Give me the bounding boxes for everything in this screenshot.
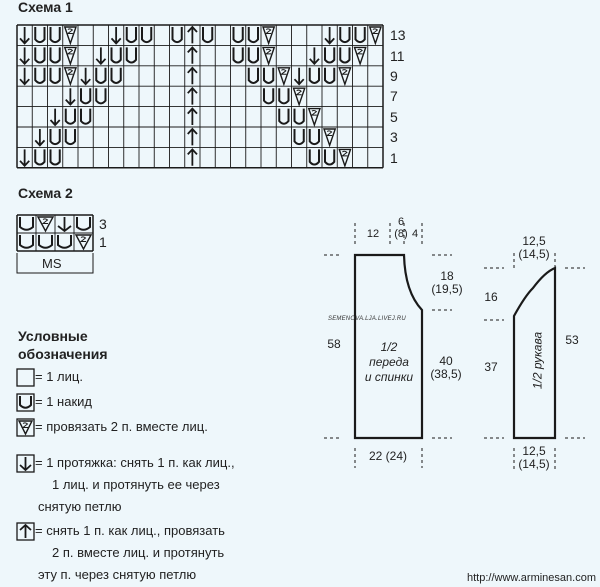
legend-item-5-line: эту п. через снятую петлю — [38, 567, 197, 582]
scheme1-yarn-over-symbol — [51, 27, 60, 42]
sleeve-dim-lower-height: 37 — [484, 360, 498, 374]
scheme1-row-number: 3 — [390, 129, 398, 146]
scheme1-sk2po-symbol — [188, 27, 197, 43]
scheme1-yarn-over-symbol — [234, 27, 243, 42]
scheme1-yarn-over-symbol — [112, 47, 121, 62]
scheme1-yarn-over-symbol — [279, 109, 288, 124]
scheme2-k2tog-mark — [43, 219, 48, 224]
scheme1-skpo-symbol — [112, 27, 121, 43]
dim-bottom-width: 22 (24) — [368, 449, 408, 463]
body-piece-label-line1: 1/2 — [380, 340, 398, 354]
scheme1-grid — [17, 25, 383, 168]
dim-shoulder: 4 — [411, 228, 419, 240]
scheme1-yarn-over-symbol — [310, 149, 319, 164]
scheme1-yarn-over-symbol — [173, 27, 182, 42]
dim-neck-width-value: 6 — [397, 216, 405, 228]
scheme1-skpo-symbol — [35, 129, 44, 145]
scheme1-k2tog-mark — [68, 70, 73, 75]
scheme1-yarn-over-symbol — [127, 47, 136, 62]
scheme1-yarn-over-symbol — [51, 68, 60, 83]
scheme2-yarn-over-symbol — [58, 235, 71, 248]
scheme1-row-number: 5 — [390, 108, 398, 125]
scheme1-k2tog-symbol — [294, 88, 305, 104]
scheme1-yarn-over-symbol — [142, 27, 151, 42]
legend-item-3-box — [17, 419, 34, 436]
scheme1-yarn-over-symbol — [310, 68, 319, 83]
scheme1-yarn-over-symbol — [112, 68, 121, 83]
legend-item-5-line: 2 п. вместе лиц. и протянуть — [52, 545, 225, 560]
dim-side-height-alt: (38,5) — [430, 367, 462, 381]
scheme1-yarn-over-symbol — [264, 88, 273, 103]
scheme1-skpo-symbol — [96, 47, 105, 63]
scheme1-row-number: 13 — [390, 27, 406, 44]
scheme1-k2tog-mark — [68, 29, 73, 34]
scheme1-yarn-over-symbol — [325, 47, 334, 62]
scheme1-skpo-symbol — [20, 149, 29, 165]
scheme1-skpo-symbol — [325, 27, 334, 43]
scheme1-k2tog-mark — [266, 49, 271, 54]
scheme1-yarn-over-symbol — [249, 68, 258, 83]
scheme1-sk2po-symbol — [188, 129, 197, 145]
scheme1-k2tog-mark — [342, 70, 347, 75]
scheme1-skpo-symbol — [310, 47, 319, 63]
scheme1-yarn-over-symbol — [249, 27, 258, 42]
scheme2-row-number: 3 — [99, 216, 107, 232]
legend-sk2po-symbol — [20, 525, 31, 538]
legend-item-1-box — [17, 369, 34, 386]
legend-box-border — [17, 369, 34, 386]
legend-item-1-line: = 1 лиц. — [35, 369, 83, 384]
dim-neck-width-alt: (8) — [394, 228, 408, 240]
scheme1-skpo-symbol — [51, 109, 60, 125]
dim-armhole-height-value: 18 — [440, 269, 454, 283]
scheme1-k2tog-mark — [281, 70, 286, 75]
scheme1-yarn-over-symbol — [127, 27, 136, 42]
scheme1-yarn-over-symbol — [295, 129, 304, 144]
scheme1-k2tog-symbol — [278, 68, 289, 84]
scheme1-yarn-over-symbol — [340, 27, 349, 42]
scheme1-row-number: 11 — [390, 47, 405, 64]
scheme1-k2tog-symbol — [65, 47, 76, 63]
scheme1-k2tog-symbol — [370, 27, 381, 43]
scheme1-yarn-over-symbol — [325, 149, 334, 164]
scheme1-k2tog-mark — [358, 49, 363, 54]
scheme1-yarn-over-symbol — [96, 88, 105, 103]
legend-k2tog-mark — [23, 423, 28, 428]
scheme1-sk2po-symbol — [188, 88, 197, 104]
scheme1-yarn-over-symbol — [66, 129, 75, 144]
legend-item-4-box — [17, 455, 34, 472]
scheme1-yarn-over-symbol — [310, 129, 319, 144]
scheme1-k2tog-mark — [373, 29, 378, 34]
scheme1-yarn-over-symbol — [66, 109, 75, 124]
watermark: SEMENOVA.LJA.LIVEJ.RU — [328, 316, 406, 322]
scheme1-row-number: 7 — [390, 88, 398, 105]
body-piece-label-line3: и спинки — [364, 370, 414, 384]
legend-item-3-line: = провязать 2 п. вместе лиц. — [35, 419, 208, 434]
scheme1-k2tog-mark — [266, 29, 271, 34]
scheme2-yarn-over-symbol — [39, 235, 52, 248]
scheme1-yarn-over-symbol — [35, 47, 44, 62]
legend-item-4-line: снятую петлю — [38, 499, 122, 514]
legend-skpo-symbol — [20, 457, 31, 470]
scheme1-k2tog-symbol — [263, 47, 274, 63]
scheme2-row-number: 1 — [99, 234, 107, 250]
sleeve-dim-top-width-alt: (14,5) — [518, 247, 550, 261]
scheme1-yarn-over-symbol — [81, 109, 90, 124]
scheme1-k2tog-symbol — [65, 68, 76, 84]
scheme1-k2tog-symbol — [355, 47, 366, 63]
scheme1-title: Схема 1 — [18, 0, 73, 15]
scheme1-yarn-over-symbol — [35, 68, 44, 83]
scheme1-sk2po-symbol — [188, 47, 197, 63]
scheme1-yarn-over-symbol — [279, 88, 288, 103]
scheme1-skpo-symbol — [20, 27, 29, 43]
sleeve-dim-total-height: 53 — [565, 333, 579, 347]
dim-side-height — [424, 355, 468, 381]
legend-item-4-line: 1 лиц. и протянуть ее через — [52, 477, 220, 492]
scheme1-yarn-over-symbol — [203, 27, 212, 42]
scheme1-yarn-over-symbol — [51, 129, 60, 144]
scheme1-k2tog-mark — [342, 151, 347, 156]
scheme2-skpo-symbol — [58, 217, 71, 231]
scheme1-yarn-over-symbol — [340, 47, 349, 62]
dim-side-height-value: 40 — [439, 354, 453, 368]
scheme1-k2tog-mark — [297, 90, 302, 95]
legend-title-line2: обозначения — [18, 346, 108, 362]
scheme1-yarn-over-symbol — [96, 68, 105, 83]
scheme1-sk2po-symbol — [188, 68, 197, 84]
scheme1-row-number: 1 — [390, 149, 398, 166]
legend-yarn-over-symbol — [20, 396, 31, 408]
scheme1-yarn-over-symbol — [325, 68, 334, 83]
scheme1-k2tog-mark — [327, 131, 332, 136]
sleeve-dim-top-width — [514, 235, 554, 261]
scheme2-title: Схема 2 — [18, 185, 73, 201]
scheme1-skpo-symbol — [295, 68, 304, 84]
scheme1-k2tog-symbol — [263, 27, 274, 43]
sleeve-dim-bottom-width-alt: (14,5) — [518, 457, 550, 471]
scheme2-repeat-label: MS — [42, 256, 62, 271]
scheme2-grid — [17, 215, 93, 251]
scheme1-yarn-over-symbol — [356, 27, 365, 42]
scheme1-k2tog-symbol — [324, 129, 335, 145]
scheme2-yarn-over-symbol — [20, 217, 33, 230]
scheme1-yarn-over-symbol — [35, 27, 44, 42]
scheme1-yarn-over-symbol — [295, 109, 304, 124]
scheme1-k2tog-symbol — [339, 149, 350, 165]
sleeve-dim-bottom-width-value: 12,5 — [522, 444, 546, 458]
scheme2-yarn-over-symbol — [20, 235, 33, 248]
sleeve-dim-bottom-width — [514, 445, 554, 471]
scheme1-yarn-over-symbol — [264, 68, 273, 83]
dim-armhole-height — [425, 270, 469, 296]
scheme1-yarn-over-symbol — [35, 149, 44, 164]
scheme1-k2tog-symbol — [309, 109, 320, 125]
scheme1-skpo-symbol — [20, 68, 29, 84]
sleeve-piece-label: 1/2 рукава — [530, 331, 545, 390]
legend-title — [18, 327, 108, 363]
body-piece-label-line2: переда — [369, 355, 409, 369]
footer-url: http://www.arminesan.com — [467, 572, 596, 584]
legend-item-5-line: = снять 1 п. как лиц., провязать — [35, 523, 225, 538]
scheme1-yarn-over-symbol — [249, 47, 258, 62]
scheme1-row-number: 9 — [390, 68, 398, 84]
sleeve-dim-cap-height: 16 — [484, 290, 498, 304]
legend-item-4-line: = 1 протяжка: снять 1 п. как лиц., — [35, 455, 235, 470]
scheme1-skpo-symbol — [20, 47, 29, 63]
scheme1-yarn-over-symbol — [51, 47, 60, 62]
scheme1-k2tog-mark — [312, 110, 317, 115]
legend-item-2-box — [17, 394, 34, 411]
scheme1-k2tog-symbol — [339, 68, 350, 84]
scheme1-skpo-symbol — [81, 68, 90, 84]
legend-item-5-box — [17, 523, 34, 540]
dim-armhole-height-alt: (19,5) — [431, 282, 463, 296]
scheme2-k2tog-mark — [81, 237, 86, 242]
dim-total-height: 58 — [327, 337, 341, 351]
scheme1-k2tog-symbol — [65, 27, 76, 43]
scheme1-yarn-over-symbol — [51, 149, 60, 164]
scheme1-k2tog-mark — [68, 49, 73, 54]
body-piece-label — [355, 340, 423, 385]
dim-top-left: 12 — [366, 228, 380, 240]
legend-title-line1: Условные — [18, 328, 88, 344]
scheme1-sk2po-symbol — [188, 149, 197, 165]
legend-item-2-line: = 1 накид — [35, 394, 92, 409]
scheme1-yarn-over-symbol — [81, 88, 90, 103]
scheme1-sk2po-symbol — [188, 109, 197, 125]
sleeve-dim-top-width-value: 12,5 — [522, 234, 546, 248]
scheme1-yarn-over-symbol — [234, 47, 243, 62]
scheme2-yarn-over-symbol — [77, 217, 90, 230]
scheme1-skpo-symbol — [66, 88, 75, 104]
